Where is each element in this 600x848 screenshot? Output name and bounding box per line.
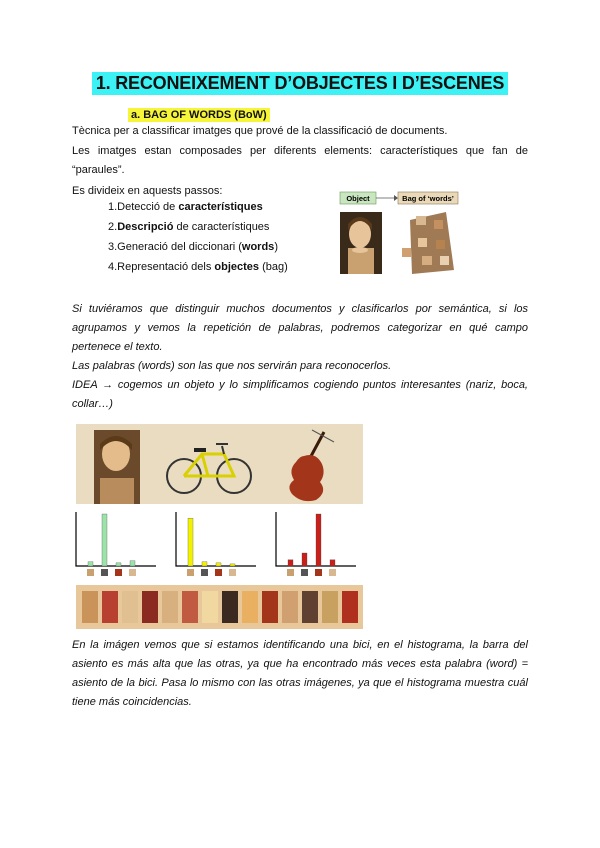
histogram-bar	[102, 514, 107, 566]
visual-word-patch	[122, 591, 138, 623]
visual-word-patch	[342, 591, 358, 623]
histogram-word-icon	[187, 569, 194, 576]
histogram-bar	[230, 564, 235, 566]
visual-word-patch	[222, 591, 238, 623]
histogram-word-icon	[101, 569, 108, 576]
histogram-bar	[116, 563, 121, 566]
histogram-word-icon	[115, 569, 122, 576]
step-4: 4.Representació dels objectes (bag)	[108, 261, 288, 273]
histogram-bar	[188, 518, 193, 566]
visual-word-patch	[142, 591, 158, 623]
intro-line-2: Les imatges estan composades per diferents elements: característiques que fan de “paraules”.	[72, 145, 528, 176]
objects-image	[76, 424, 363, 504]
visual-word-patch	[102, 591, 118, 623]
intro-line-3: Es divideix en aquests passos:	[72, 185, 223, 197]
spanish-paragraph-4: En la imágen vemos que si estamos identificando una bici, en el histograma, la barra del asiento es más alta que las otras, ya que ha encontrado más veces esta palabra (word) = asiento de la bici. Pasa lo mismo con las otras imágenes, ya que el histograma muestra cuál tiene más coincidencias.	[72, 639, 528, 708]
section-subtitle: a. BAG OF WORDS (BoW)	[128, 108, 270, 122]
visual-word-patch	[242, 591, 258, 623]
histogram-word-icon	[129, 569, 136, 576]
visual-word-patch	[262, 591, 278, 623]
object-label: Object	[346, 194, 370, 203]
histograms	[72, 508, 362, 582]
histogram-bar	[216, 563, 221, 566]
visual-word-patch	[302, 591, 318, 623]
histogram-bar	[302, 553, 307, 566]
visual-word-patch	[182, 591, 198, 623]
histogram-bar	[288, 560, 293, 566]
histogram-word-icon	[329, 569, 336, 576]
histogram-bar	[88, 562, 93, 566]
histogram-face	[76, 512, 156, 576]
step-3: 3.Generació del diccionari (words)	[108, 241, 278, 253]
histogram-bicycle	[176, 512, 256, 576]
spanish-paragraph-1: Si tuviéramos que distinguir muchos documentos y clasificarlos por semántica, si los agrupamos y vemos la repetición de palabras, podremos categorizar en qué campo pertenece el texto.	[72, 303, 528, 353]
step-1: 1.Detecció de característiques	[108, 201, 263, 213]
histogram-bar	[316, 514, 321, 566]
histogram-word-icon	[315, 569, 322, 576]
histogram-word-icon	[215, 569, 222, 576]
histogram-word-icon	[201, 569, 208, 576]
histogram-axes	[76, 512, 156, 566]
visual-word-patch	[202, 591, 218, 623]
page-title: 1. RECONEIXEMENT D’OBJECTES I D’ESCENES	[92, 72, 508, 95]
histogram-word-icon	[301, 569, 308, 576]
spanish-paragraph-3: IDEA → cogemos un objeto y lo simplificamos cogiendo puntos interesantes (nariz, boca, collar…)	[72, 379, 528, 410]
visual-word-patch	[162, 591, 178, 623]
intro-line-1: Tècnica per a classificar imatges que prové de la classificació de documents.	[72, 125, 448, 137]
histogram-bar	[202, 562, 207, 566]
bow-illustration	[338, 190, 478, 280]
step-2: 2.Descripció de característiques	[108, 221, 270, 233]
spanish-paragraph-2: Las palabras (words) son las que nos servirán para reconocerlos.	[72, 360, 392, 372]
histogram-word-icon	[287, 569, 294, 576]
histogram-word-icon	[87, 569, 94, 576]
bag-label: Bag of ‘words’	[402, 194, 454, 203]
visual-word-patch	[322, 591, 338, 623]
histogram-bar	[130, 561, 135, 566]
visual-words-strip	[76, 585, 363, 629]
visual-word-patch	[282, 591, 298, 623]
histogram-word-icon	[229, 569, 236, 576]
histogram-bar	[330, 560, 335, 566]
visual-word-patch	[82, 591, 98, 623]
histogram-violin	[276, 512, 356, 576]
